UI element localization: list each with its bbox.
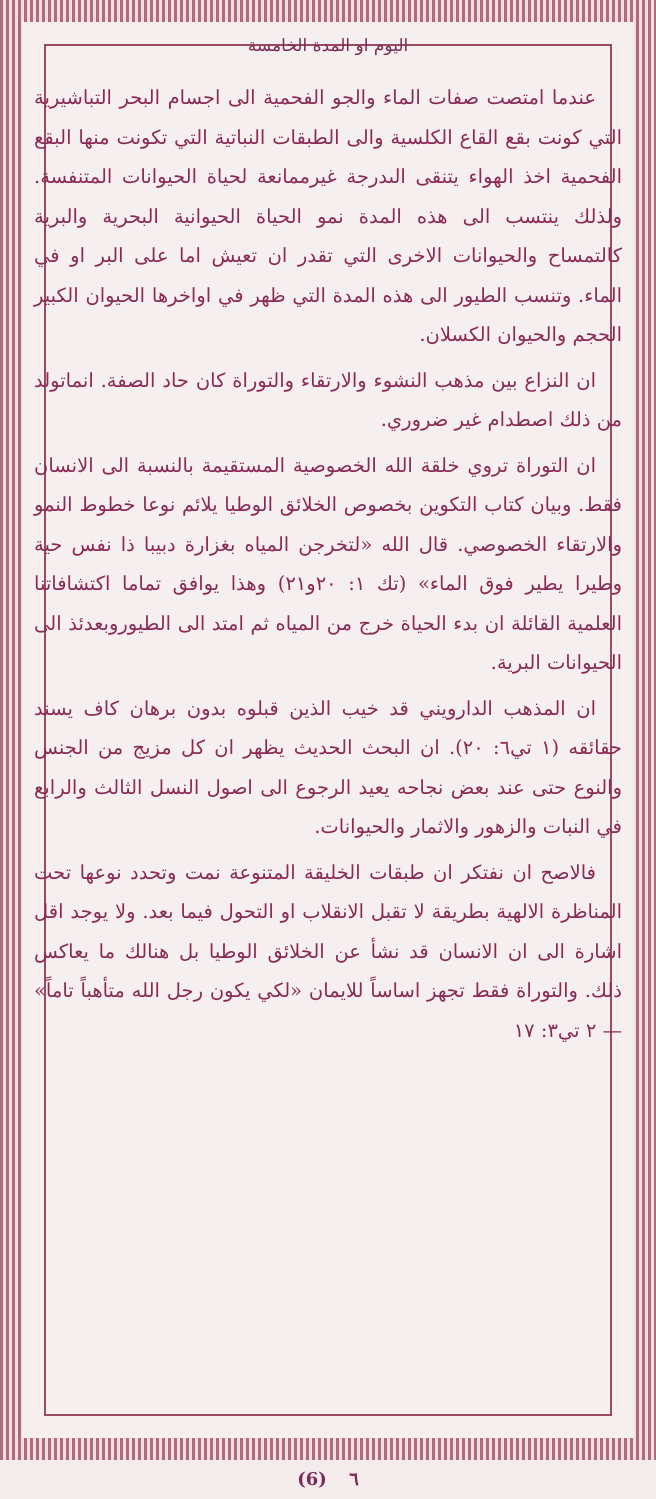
paragraph-1: عندما امتصت صفات الماء والجو الفحمية الى اجسام البحر التباشيرية التي كونت بقع القاع الكلسية والى الطبقات النباتية التي تكونت منها البقع الفحمية اخذ الهواء يتنقى الىدرجة غيرممانعة لحياة الحيوانات المتنفسة. ولذلك ينتسب الى هذه المدة نمو الحياة الحيوانية البحرية والبرية كالتمساح والحيوانات الاخرى التي تقدر ان تعيش اما على البر او في الماء. وتنسب الطيور الى هذه المدة التي ظهر في اواخرها الحيوان الكبير الحجم والحيوان الكسلان.	[34, 86, 622, 346]
paragraph-5: فالاصح ان نفتكر ان طبقات الخليقة المتنوعة نمت وتحدد نوعها تحت المناظرة الالهية بطريقة لا تقبل الانقلاب او التحول فيما بعد. ولا يوجد اقل اشارة الى ان الانسان قد نشأ عن الخلائق الوطيا بل هنالك ما يعاكس ذلك. والتوراة فقط تجهز اساساً للايمان «لكي يكون رجل الله متأهباً تاماً» — ٢ تي٣: ١٧	[34, 860, 622, 1042]
page-number: (6)	[297, 1469, 327, 1490]
paragraph-2: ان النزاع بين مذهب النشوء والارتقاء والتوراة كان حاد الصفة. انماتولد من ذلك اصطدام غير ضروري.	[34, 368, 622, 431]
paragraph-4: ان المذهب الدارويني قد خيب الذين قبلوه بدون برهان كاف يسند حقائقه (١ تي٦: ٢٠). ان البحث الحديث يظهر ان كل مزيج من الجنس والنوع حتى عند بعض نجاحه يعيد الرجوع الى اصول النسل الثالث والرابع في النبات والزهور والاثمار والحيوانات.	[34, 696, 622, 838]
page-footer	[0, 1460, 656, 1499]
page-number-arabic: ٦	[349, 1469, 359, 1490]
page-content	[34, 28, 622, 1438]
page-title: اليوم او المدة الخامسة	[247, 36, 409, 56]
paragraph-3: ان التوراة تروي خلقة الله الخصوصية المستقيمة بالنسبة الى الانسان فقط. وبيان كتاب التكوين بخصوص الخلائق الوطيا يلائم نوعا خطوط النمو والارتقاء الخصوصي. قال الله «لتخرجن المياه بغزارة دبيبا ذا نفس حية وطيرا يطير فوق الماء» (تك ١: ٢٠و٢١) وهذا يوافق تماما اكتشافاتنا العلمية القائلة ان بدء الحياة خرج من المياه ثم امتد الى الطيوروبعدئذ الى الحيوانات البرية.	[34, 453, 622, 674]
